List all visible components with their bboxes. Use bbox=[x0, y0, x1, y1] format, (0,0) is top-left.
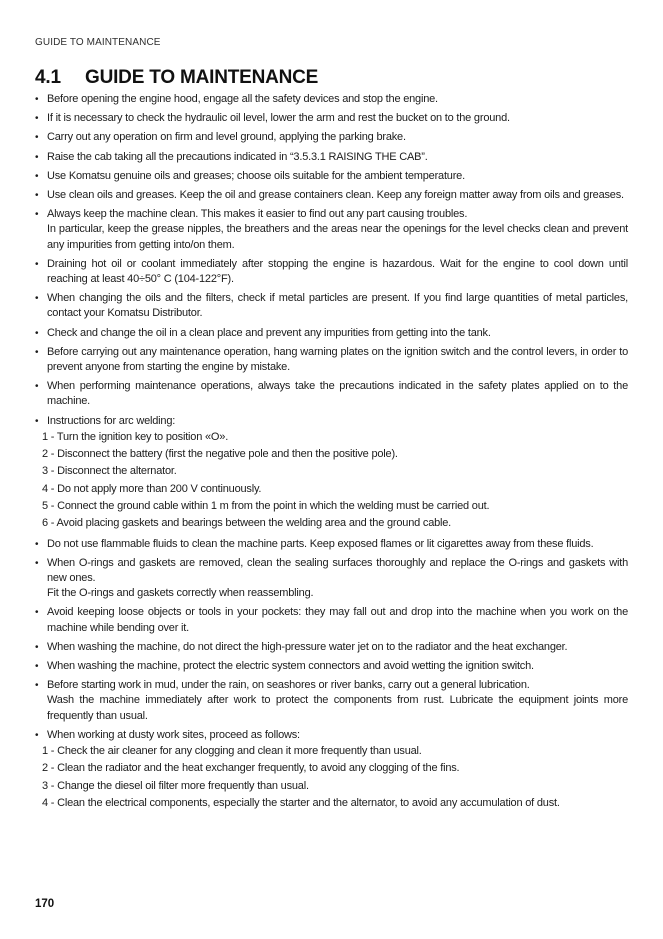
list-item bbox=[35, 207, 628, 253]
bullet-body bbox=[47, 537, 628, 552]
bullet-icon: • bbox=[35, 415, 39, 427]
numbered-step: 3 - Disconnect the alternator. bbox=[42, 465, 177, 478]
bullet-icon: • bbox=[35, 170, 39, 182]
numbered-step: 1 - Turn the ignition key to position «O». bbox=[42, 430, 229, 443]
bullet-icon: • bbox=[35, 190, 39, 202]
paragraph: Raise the cab taking all the precautions indicated in “3.5.3.1 RAISING THE CAB”. bbox=[47, 150, 428, 163]
bullet-row bbox=[35, 640, 628, 655]
bullet-icon: • bbox=[35, 346, 39, 358]
paragraph: Before carrying out any maintenance operation, hang warning plates on the ignition switch and the control levers, in order to prevent anyone from starting the engine by mistake. bbox=[47, 345, 628, 374]
numbered-step: 3 - Change the diesel oil filter more frequently than usual. bbox=[42, 779, 309, 792]
paragraph: Avoid keeping loose objects or tools in your pockets: they may fall out and drop into the machine when you work on the machine while bending over it. bbox=[47, 606, 628, 634]
paragraph: Instructions for arc welding: bbox=[47, 414, 176, 427]
bullet-row bbox=[35, 605, 628, 635]
bullet-row bbox=[35, 92, 628, 107]
bullet-body bbox=[47, 130, 628, 145]
numbered-step: 5 - Connect the ground cable within 1 m from the point in which the welding must be carried out. bbox=[42, 500, 490, 513]
paragraph: Use Komatsu genuine oils and greases; choose oils suitable for the ambient temperature. bbox=[47, 169, 465, 182]
bullet-body bbox=[47, 291, 628, 321]
paragraph: If it is necessary to check the hydraulic oil level, lower the arm and rest the bucket on to the ground. bbox=[47, 112, 510, 125]
bullet-icon: • bbox=[35, 381, 39, 393]
bullet-icon: • bbox=[35, 327, 39, 339]
numbered-step: 1 - Check the air cleaner for any clogging and clean it more frequently than usual. bbox=[42, 745, 422, 758]
list-item bbox=[35, 111, 628, 126]
paragraph: When changing the oils and the filters, check if metal particles are present. If you find large quantities of metal particles, contact your Komatsu Distributor. bbox=[47, 292, 628, 320]
content-list bbox=[35, 92, 628, 816]
numbered-step: 6 - Avoid placing gaskets and bearings between the welding area and the ground cable. bbox=[42, 517, 452, 530]
bullet-body bbox=[47, 556, 628, 602]
list-item bbox=[35, 379, 628, 409]
bullet-icon: • bbox=[35, 607, 39, 619]
bullet-icon: • bbox=[35, 258, 39, 270]
bullet-row bbox=[35, 537, 628, 552]
paragraph: When washing the machine, do not direct the high-pressure water jet on to the radiator and the heat exchanger. bbox=[47, 640, 568, 653]
section-number: 4.1 bbox=[35, 67, 61, 88]
numbered-step: 2 - Disconnect the battery (first the negative pole and then the positive pole). bbox=[42, 448, 398, 461]
numbered-step: 2 - Clean the radiator and the heat exchanger frequently, to avoid any clogging of the fins. bbox=[42, 762, 460, 775]
bullet-body bbox=[47, 678, 628, 724]
list-item bbox=[35, 556, 628, 602]
paragraph: Check and change the oil in a clean place and prevent any impurities from getting into the tank. bbox=[47, 326, 491, 339]
bullet-icon: • bbox=[35, 293, 39, 305]
paragraph: Do not use flammable fluids to clean the machine parts. Keep exposed flames or lit cigarettes away from these fluids. bbox=[47, 537, 594, 550]
list-item bbox=[35, 728, 628, 812]
bullet-body bbox=[47, 728, 628, 743]
bullet-icon: • bbox=[35, 661, 39, 673]
bullet-icon: • bbox=[35, 94, 39, 105]
bullet-body bbox=[47, 111, 628, 126]
bullet-row bbox=[35, 728, 628, 743]
list-item bbox=[35, 605, 628, 635]
bullet-row bbox=[35, 326, 628, 341]
bullet-body bbox=[47, 257, 628, 287]
bullet-body bbox=[47, 150, 628, 165]
paragraph: Carry out any operation on firm and level ground, applying the parking brake. bbox=[47, 131, 406, 144]
page-number: 170 bbox=[35, 898, 55, 910]
paragraph: When performing maintenance operations, always take the precautions indicated in the safety plates applied on to the machine. bbox=[47, 380, 628, 408]
paragraph: Before opening the engine hood, engage all the safety devices and stop the engine. bbox=[47, 93, 438, 105]
list-item bbox=[35, 640, 628, 655]
paragraph: Fit the O-rings and gaskets correctly when reassembling. bbox=[47, 587, 314, 600]
list-item bbox=[35, 150, 628, 165]
running-header: GUIDE TO MAINTENANCE bbox=[35, 37, 161, 48]
numbered-step: 4 - Do not apply more than 200 V continuously. bbox=[42, 482, 262, 495]
bullet-body bbox=[47, 345, 628, 375]
bullet-row bbox=[35, 130, 628, 145]
bullet-row bbox=[35, 659, 628, 674]
bullet-row bbox=[35, 169, 628, 184]
bullet-row bbox=[35, 291, 628, 321]
list-item bbox=[35, 291, 628, 321]
paragraph: When O-rings and gaskets are removed, clean the sealing surfaces thoroughly and replace the O-rings and gaskets with new ones. bbox=[47, 556, 628, 585]
bullet-icon: • bbox=[35, 132, 39, 144]
list-item bbox=[35, 92, 628, 107]
bullet-body bbox=[47, 169, 628, 184]
bullet-icon: • bbox=[35, 557, 39, 569]
bullet-icon: • bbox=[35, 151, 39, 163]
bullet-row bbox=[35, 345, 628, 375]
list-item bbox=[35, 169, 628, 184]
paragraph: In particular, keep the grease nipples, the breathers and the areas near the openings for the level checks clean and prevent any impurities from getting into/on them. bbox=[47, 223, 628, 251]
bullet-body bbox=[47, 326, 628, 341]
paragraph: When washing the machine, protect the electric system connectors and avoid wetting the ignition switch. bbox=[47, 660, 534, 673]
list-item bbox=[35, 537, 628, 552]
bullet-body bbox=[47, 414, 628, 429]
list-item bbox=[35, 659, 628, 674]
bullet-icon: • bbox=[35, 680, 39, 692]
bullet-row bbox=[35, 207, 628, 253]
bullet-icon: • bbox=[35, 113, 39, 125]
list-item bbox=[35, 678, 628, 724]
bullet-row bbox=[35, 678, 628, 724]
numbered-step: 4 - Clean the electrical components, especially the starter and the alternator, to avoid any accumulation of dust. bbox=[42, 796, 560, 809]
bullet-row bbox=[35, 111, 628, 126]
bullet-body bbox=[47, 640, 628, 655]
bullet-row bbox=[35, 414, 628, 429]
paragraph: Always keep the machine clean. This makes it easier to find out any part causing troubles. bbox=[47, 208, 468, 221]
bullet-row bbox=[35, 556, 628, 602]
list-item bbox=[35, 326, 628, 341]
bullet-icon: • bbox=[35, 538, 39, 550]
bullet-body bbox=[47, 379, 628, 409]
bullet-body bbox=[47, 92, 628, 107]
bullet-body bbox=[47, 207, 628, 253]
list-item bbox=[35, 188, 628, 203]
bullet-row bbox=[35, 150, 628, 165]
bullet-icon: • bbox=[35, 209, 39, 221]
paragraph: Before starting work in mud, under the rain, on seashores or river banks, carry out a general lubrication. bbox=[47, 679, 530, 692]
section-title: GUIDE TO MAINTENANCE bbox=[85, 67, 319, 88]
bullet-icon: • bbox=[35, 641, 39, 653]
list-item bbox=[35, 414, 628, 533]
list-item bbox=[35, 345, 628, 375]
bullet-row bbox=[35, 257, 628, 287]
list-item bbox=[35, 130, 628, 145]
bullet-body bbox=[47, 188, 628, 203]
bullet-body bbox=[47, 659, 628, 674]
page-title bbox=[35, 67, 318, 88]
list-item bbox=[35, 257, 628, 287]
bullet-row bbox=[35, 379, 628, 409]
paragraph: When working at dusty work sites, proceed as follows: bbox=[47, 728, 300, 741]
paragraph: Use clean oils and greases. Keep the oil and grease containers clean. Keep any foreign matter away from oils and greases. bbox=[47, 189, 624, 202]
bullet-body bbox=[47, 605, 628, 635]
bullet-icon: • bbox=[35, 729, 39, 741]
bullet-row bbox=[35, 188, 628, 203]
paragraph: Wash the machine immediately after work to protect the components from rust. Lubricate the equipment joints more frequently than usual. bbox=[47, 694, 628, 722]
paragraph: Draining hot oil or coolant immediately after stopping the engine is hazardous. Wait for the engine to cool down until reaching at least 40÷50° C (104-122°F). bbox=[47, 257, 628, 286]
